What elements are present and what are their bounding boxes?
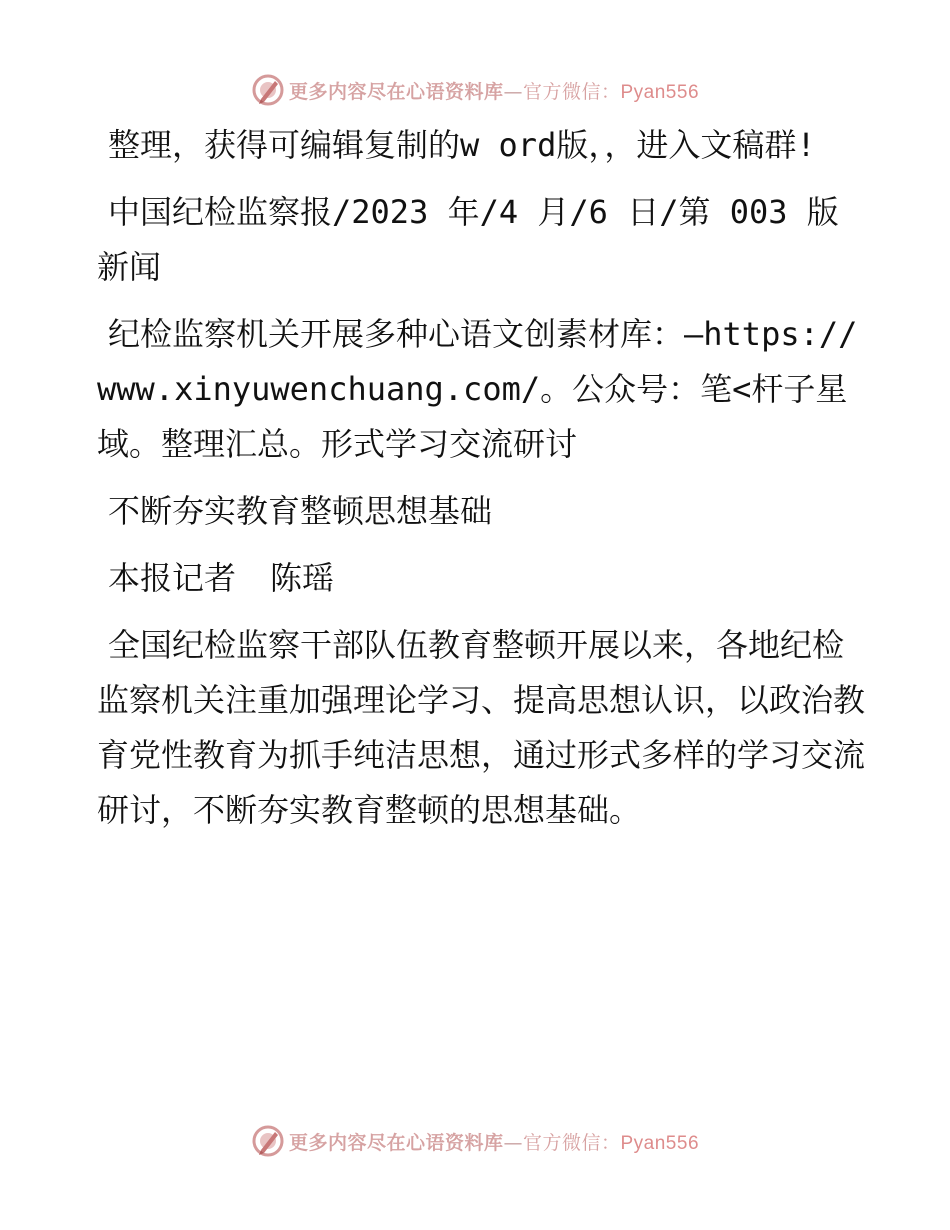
- watermark-dash: —: [503, 1131, 523, 1154]
- subheadline: 不断夯实教育整顿思想基础: [108, 492, 493, 530]
- watermark-banner-bottom: [0, 1121, 950, 1161]
- watermark-account-id: Pyan556: [620, 81, 700, 103]
- source-line: 中国纪检监察报/2023 年/4 月/6 日/第 003 版新闻: [97, 193, 839, 286]
- byline-label: 本报记者: [108, 559, 237, 597]
- pen-logo-icon: [251, 1124, 285, 1158]
- watermark-text: [289, 77, 699, 104]
- watermark-main: 更多内容尽在心语资料库: [288, 80, 504, 103]
- byline-name: 陈瑶: [270, 559, 335, 597]
- watermark-text: [289, 1128, 699, 1155]
- document-content: [97, 118, 867, 850]
- watermark-dash: —: [503, 80, 523, 103]
- watermark-account-id: Pyan556: [620, 1132, 700, 1154]
- note-paragraph: 整理，获得可编辑复制的w ord版，，进入文稿群!: [108, 126, 816, 164]
- pen-logo-icon: [251, 73, 285, 107]
- body-paragraph: 全国纪检监察干部队伍教育整顿开展以来，各地纪检监察机关注重加强理论学习、提高思想认识，以政治教育党性教育为抓手纯洁思想，通过形式多样的学习交流研讨，不断夯实教育整顿的思想基础。: [97, 626, 866, 829]
- headline-paragraph: 纪检监察机关开展多种心语文创素材库：—https://www.xinyuwenchuang.com/。公众号：笔<杆子星域。整理汇总。形式学习交流研讨: [97, 315, 858, 463]
- byline: [97, 551, 867, 606]
- watermark-account-label: 官方微信：: [522, 1131, 621, 1154]
- watermark-account-label: 官方微信：: [522, 80, 621, 103]
- watermark-banner-top: [0, 70, 950, 110]
- watermark-main: 更多内容尽在心语资料库: [288, 1131, 504, 1154]
